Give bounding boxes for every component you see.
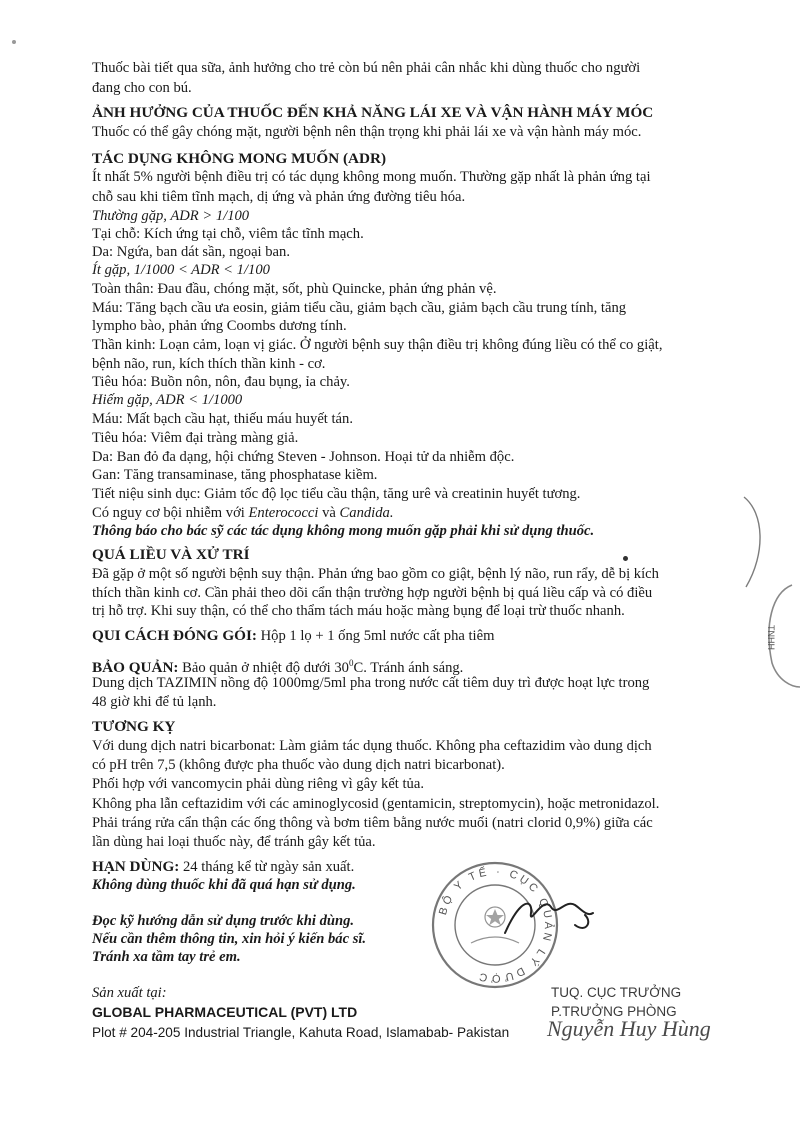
storage-text-post: C. Tránh ánh sáng.	[353, 659, 464, 676]
adr-uncommon-2b: lympho bào, phản ứng Coombs dương tính.	[92, 318, 347, 334]
expiry-line	[92, 858, 354, 876]
adr-para-1a: Ít nhất 5% người bệnh điều trị có tác dụng không mong muốn. Thường gặp nhất là phản ứng tại	[92, 169, 651, 185]
intro-line-1: Thuốc bài tiết qua sữa, ảnh hưởng cho trẻ còn bú nên phải cân nhắc khi dùng thuốc cho người	[92, 60, 641, 76]
storage-text-pre: Bảo quản ở nhiệt độ dưới 30	[178, 659, 349, 676]
adr-rare-5: Tiết niệu sinh dục: Giảm tốc độ lọc tiểu cầu thận, tăng urê và creatinin huyết tương.	[92, 486, 581, 502]
adr-uncommon-3a: Thần kinh: Loạn cảm, loạn vị giác. Ở người bệnh suy thận điều trị không đúng liều có thể co giật,	[92, 337, 663, 353]
overdose-line-1: Đã gặp ở một số người bệnh suy thận. Phản ứng bao gồm co giật, bệnh lý não, run rẩy, dễ bị kích	[92, 566, 659, 582]
adr-common-2: Da: Ngứa, ban dát sần, ngoại ban.	[92, 244, 290, 260]
driving-heading: ẢNH HƯỞNG CỦA THUỐC ĐẾN KHẢ NĂNG LÁI XE VÀ VẬN HÀNH MÁY MÓC	[92, 104, 654, 121]
edge-partial-seal-icon	[700, 475, 800, 705]
adr-rare-4: Gan: Tăng transaminase, tăng phosphatase kiềm.	[92, 467, 378, 483]
manufacturer-label: Sản xuất tại:	[92, 985, 167, 1001]
adr-uncommon-2a: Máu: Tăng bạch cầu ưa eosin, giảm tiểu cầu, giảm bạch cầu, giảm bạch cầu trung tính, tăng	[92, 300, 627, 316]
svg-text:BỘ Y TẾ · CỤC QUẢN LÝ DƯỢC: BỘ Y TẾ · CỤC QUẢN LÝ DƯỢC	[436, 865, 555, 985]
advice-line-2: Nếu cần thêm thông tin, xin hỏi ý kiến bác sĩ.	[92, 931, 367, 947]
incompat-line-6: lần dùng hai loại thuốc này, để tránh gây kết tủa.	[92, 834, 376, 850]
adr-heading: TÁC DỤNG KHÔNG MONG MUỐN (ADR)	[92, 150, 387, 167]
expiry-warning: Không dùng thuốc khi đã quá hạn sử dụng.	[92, 877, 356, 893]
intro-line-2: đang cho con bú.	[92, 80, 192, 96]
expiry-text: 24 tháng kể từ ngày sản xuất.	[179, 859, 355, 875]
incompat-heading: TƯƠNG KỴ	[92, 718, 176, 735]
scan-dot	[623, 556, 628, 561]
approval-title-1: TUQ. CỤC TRƯỞNG	[551, 985, 682, 1000]
adr-rare-2: Tiêu hóa: Viêm đại tràng màng giả.	[92, 430, 299, 446]
packing-label: QUI CÁCH ĐÓNG GÓI:	[92, 627, 257, 644]
adr-common-1: Tại chỗ: Kích ứng tại chỗ, viêm tắc tĩnh mạch.	[92, 226, 364, 242]
incompat-line-2: có pH trên 7,5 (không được pha thuốc vào dung dịch natri bicarbonat).	[92, 757, 505, 773]
storage-degree-sup: 0	[348, 658, 354, 668]
adr-rare-6-enterococci: Enterococci	[248, 505, 319, 521]
adr-rare-3: Da: Ban đỏ đa dạng, hội chứng Steven - Johnson. Hoại tử da nhiễm độc.	[92, 449, 515, 465]
adr-uncommon-4: Tiêu hóa: Buồn nôn, nôn, đau bụng, ỉa chảy.	[92, 374, 350, 390]
adr-rare-heading: Hiếm gặp, ADR < 1/1000	[92, 392, 243, 408]
adr-para-1b: chỗ sau khi tiêm tĩnh mạch, dị ứng và phản ứng đường tiêu hóa.	[92, 189, 466, 205]
advice-line-1: Đọc kỹ hướng dẫn sử dụng trước khi dùng.	[92, 913, 355, 929]
advice-line-3: Tránh xa tầm tay trẻ em.	[92, 949, 241, 965]
packing-text: Hộp 1 lọ + 1 ống 5ml nước cất pha tiêm	[256, 628, 495, 644]
incompat-line-3: Phối hợp với vancomycin phải dùng riêng vì gây kết tủa.	[92, 776, 424, 792]
adr-rare-6-candida: Candida.	[339, 505, 394, 521]
adr-rare-6	[92, 505, 393, 522]
driving-text: Thuốc có thể gây chóng mặt, người bệnh nên thận trọng khi phải lái xe và vận hành máy móc.	[92, 124, 642, 140]
storage-line-3: 48 giờ khi để tủ lạnh.	[92, 694, 217, 710]
overdose-line-2: thích thần kinh cơ. Cần phải theo dõi cẩn thận trường hợp người bệnh bị quá liều cấp và có điều	[92, 585, 653, 601]
overdose-heading: QUÁ LIỀU VÀ XỬ TRÍ	[92, 546, 250, 563]
adr-common-heading: Thường gặp, ADR > 1/100	[92, 208, 250, 224]
incompat-line-4: Không pha lẫn ceftazidim với các aminoglycosid (gentamicin, streptomycin), hoặc metronidazol.	[92, 796, 660, 812]
incompat-line-1: Với dung dịch natri bicarbonat: Làm giảm tác dụng thuốc. Không pha ceftazidim vào dung dịch	[92, 738, 652, 754]
overdose-line-3: trị hỗ trợ. Khi suy thận, có thể cho thẩm tách máu hoặc màng bụng để loại trừ thuốc nhanh.	[92, 603, 625, 619]
edge-seal-mark: TNHH	[766, 625, 776, 650]
adr-rare-6-pre: Có nguy cơ bội nhiễm với	[92, 505, 249, 521]
manufacturer-name: GLOBAL PHARMACEUTICAL (PVT) LTD	[92, 1004, 358, 1020]
adr-rare-6-mid: và	[318, 505, 340, 521]
approval-signer-name: Nguyễn Huy Hùng	[547, 1016, 711, 1041]
packing-line	[92, 627, 494, 645]
adr-notice: Thông báo cho bác sỹ các tác dụng không mong muốn gặp phải khi sử dụng thuốc.	[92, 523, 595, 539]
incompat-line-5: Phải tráng rửa cẩn thận các ống thông và bơm tiêm bằng nước muối (natri clorid 0,9%) giữa các	[92, 815, 653, 831]
adr-uncommon-heading: Ít gặp, 1/1000 < ADR < 1/100	[92, 262, 270, 278]
expiry-label: HẠN DÙNG:	[92, 858, 180, 875]
official-seal-icon	[425, 855, 605, 995]
approval-title-2: P.TRƯỞNG PHÒNG	[551, 1004, 677, 1019]
storage-label: BẢO QUẢN:	[92, 658, 179, 676]
scan-speck	[12, 40, 16, 44]
adr-uncommon-3b: bệnh não, run, kích thích thần kinh - cơ.	[92, 356, 326, 372]
adr-rare-1: Máu: Mất bạch cầu hạt, thiếu máu huyết tán.	[92, 411, 353, 427]
adr-uncommon-1: Toàn thân: Đau đầu, chóng mặt, sốt, phù Quincke, phản ứng phản vệ.	[92, 281, 497, 297]
storage-line-1	[92, 655, 463, 677]
storage-line-2: Dung dịch TAZIMIN nồng độ 1000mg/5ml pha trong nước cất tiêm duy trì được hoạt lực trong	[92, 675, 650, 691]
manufacturer-address: Plot # 204-205 Industrial Triangle, Kahuta Road, Islamabab- Pakistan	[92, 1025, 510, 1040]
